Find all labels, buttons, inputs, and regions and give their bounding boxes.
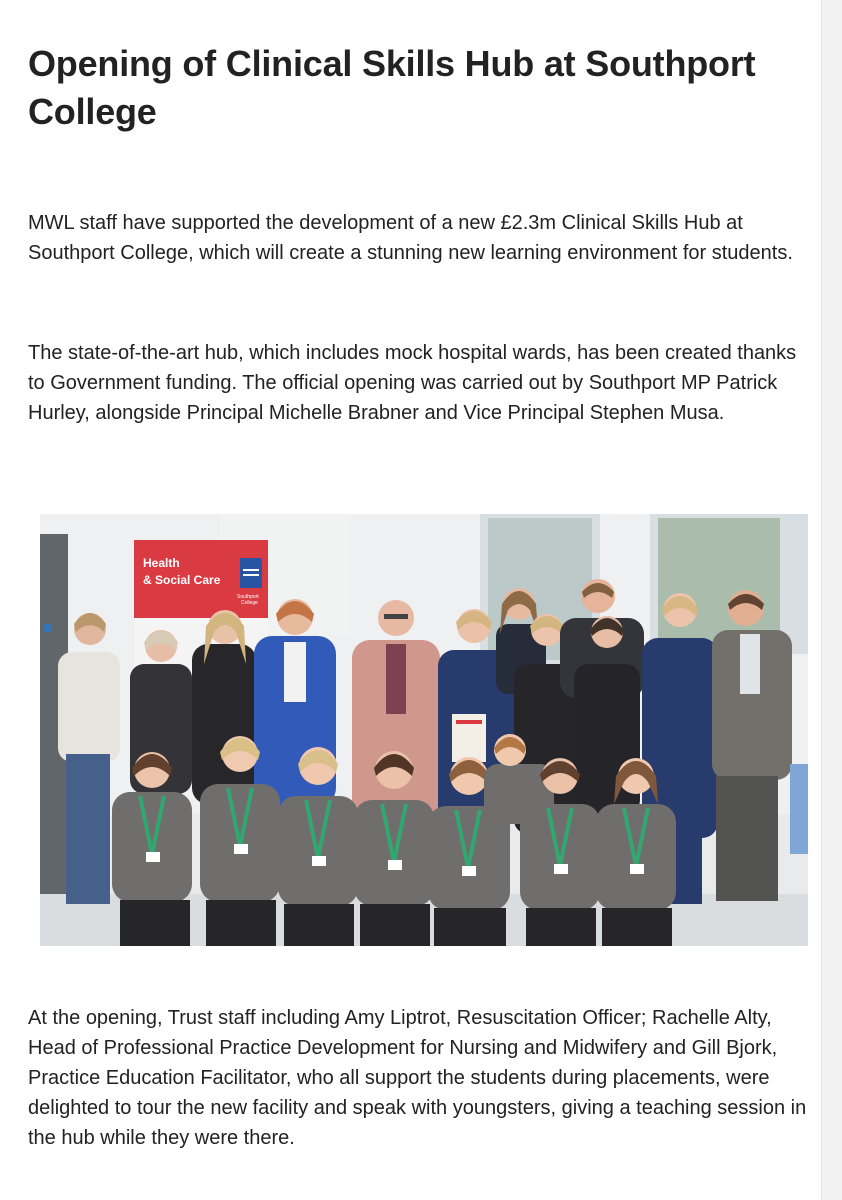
article-paragraph-1: MWL staff have supported the development of a new £2.3m Clinical Skills Hub at Southport College, which will create a stunning new learning environment for students. (28, 212, 793, 264)
article-paragraph-3: At the opening, Trust staff including Amy Liptrot, Resuscitation Officer; Rachelle Alty, Head of Professional Practice Development for Nursing and Midwifery and Gill Bjork, Practice Education Facilitator, who all support the students during placements, were delighted to tour the new facility and speak with youngsters, giving a teaching session in the hub while they were there. (28, 1007, 807, 1149)
article (28, 0, 808, 1149)
banner-line-1: Health (143, 556, 180, 570)
banner-logo-line-1: Southport (237, 594, 259, 600)
article-paragraph-2: The state-of-the-art hub, which includes mock hospital wards, has been created thanks to Government funding. The official opening was carried out by Southport MP Patrick Hurley, alongside Principal Michelle Brabner and Vice Principal Stephen Musa. (28, 342, 797, 424)
group-photo (40, 514, 808, 946)
banner-line-2: & Social Care (143, 573, 221, 587)
scrollbar-track[interactable] (821, 0, 842, 1200)
article-title: Opening of Clinical Skills Hub at Southport College (28, 43, 756, 132)
banner-logo-line-2: College (241, 600, 258, 606)
